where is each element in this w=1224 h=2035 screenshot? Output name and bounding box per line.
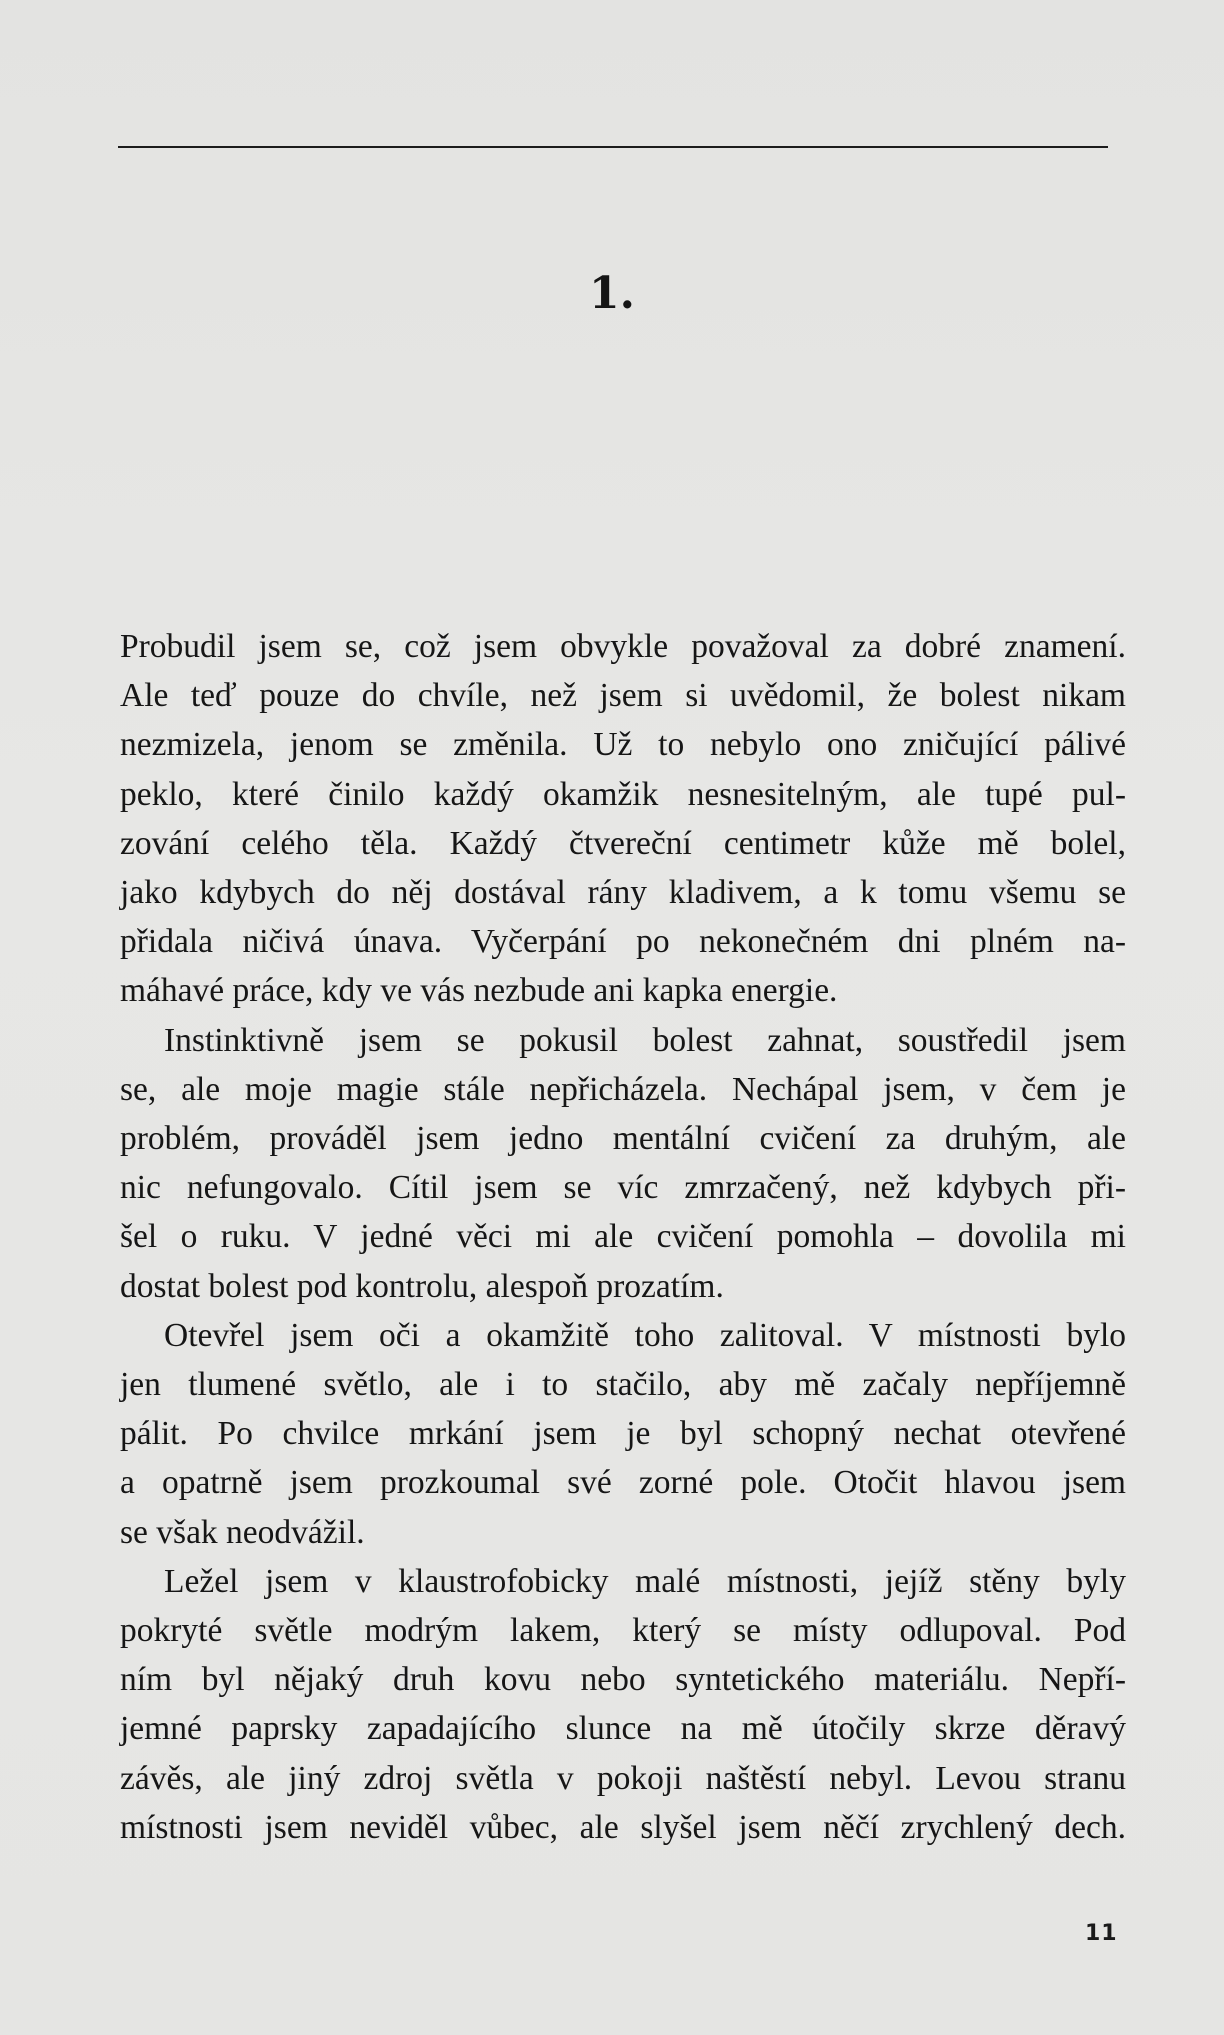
text-line: pálit. Po chvilce mrkání jsem je byl schopný nechat otevřené: [120, 1415, 1126, 1453]
chapter-number: 1.: [589, 268, 635, 319]
text-line: peklo, které činilo každý okamžik nesnesitelným, ale tupé pul-: [120, 775, 1126, 813]
text-line: místnosti jsem neviděl vůbec, ale slyšel jsem něčí zrychlený dech.: [120, 1808, 1126, 1846]
text-line: zování celého těla. Každý čtvereční centimetr kůže mě bolel,: [120, 824, 1126, 862]
text-line: máhavé práce, kdy ve vás nezbude ani kapka energie.: [120, 972, 838, 1010]
text-line: jako kdybych do něj dostával rány kladivem, a k tomu všemu se: [120, 874, 1126, 912]
text-line: problém, prováděl jsem jedno mentální cvičení za druhým, ale: [120, 1120, 1126, 1158]
chapter-body: [120, 622, 1126, 1852]
text-line: Otevřel jsem oči a okamžitě toho zalitoval. V místnosti bylo: [164, 1316, 1126, 1354]
text-line: Instinktivně jsem se pokusil bolest zahnat, soustředil jsem: [164, 1021, 1126, 1059]
text-line: přidala ničivá únava. Vyčerpání po nekonečném dni plném na-: [120, 923, 1126, 961]
text-line: ním byl nějaký druh kovu nebo syntetického materiálu. Nepří-: [120, 1661, 1126, 1699]
text-line: šel o ruku. V jedné věci mi ale cvičení pomohla – dovolila mi: [120, 1218, 1126, 1256]
paragraph-1: [120, 622, 1126, 1016]
text-line: Ale teď pouze do chvíle, než jsem si uvědomil, že bolest nikam: [120, 677, 1126, 715]
text-line: a opatrně jsem prozkoumal své zorné pole. Otočit hlavou jsem: [120, 1464, 1126, 1502]
text-line: nezmizela, jenom se změnila. Už to nebylo ono zničující pálivé: [120, 726, 1126, 764]
text-line: pokryté světle modrým lakem, který se místy odlupoval. Pod: [120, 1612, 1126, 1650]
text-line: se však neodvážil.: [120, 1513, 365, 1551]
chapter-rule: [118, 146, 1108, 148]
page-number: 11: [1085, 1921, 1118, 1946]
text-line: závěs, ale jiný zdroj světla v pokoji naštěstí nebyl. Levou stranu: [120, 1759, 1126, 1797]
paragraph-2: [120, 1016, 1126, 1311]
text-line: Ležel jsem v klaustrofobicky malé místnosti, jejíž stěny byly: [164, 1562, 1126, 1600]
text-line: dostat bolest pod kontrolu, alespoň prozatím.: [120, 1267, 724, 1305]
text-line: nic nefungovalo. Cítil jsem se víc zmrzačený, než kdybych při-: [120, 1169, 1126, 1207]
text-line: jemné paprsky zapadajícího slunce na mě útočily skrze děravý: [120, 1710, 1126, 1748]
paragraph-4: [120, 1557, 1126, 1852]
paragraph-3: [120, 1311, 1126, 1557]
text-line: jen tlumené světlo, ale i to stačilo, aby mě začaly nepříjemně: [120, 1366, 1126, 1404]
text-line: se, ale moje magie stále nepřicházela. Nechápal jsem, v čem je: [120, 1070, 1126, 1108]
text-line: Probudil jsem se, což jsem obvykle považoval za dobré znamení.: [120, 628, 1126, 665]
